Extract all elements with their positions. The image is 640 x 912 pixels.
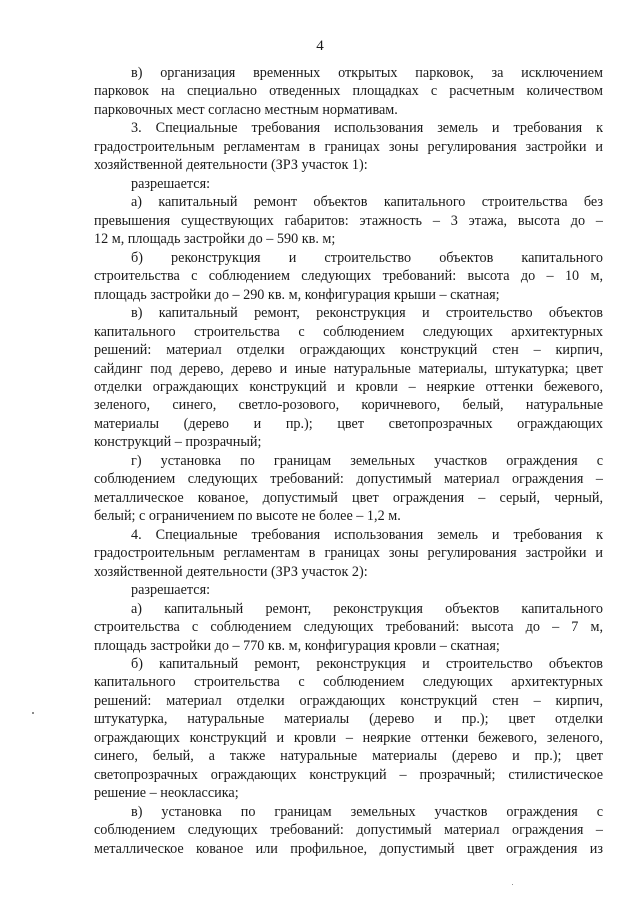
text-line: 12 м, площадь застройки до – 590 кв. м; xyxy=(94,231,336,248)
text-line: капитального строительства с соблюдением следующих архитектурных xyxy=(94,323,603,340)
text-line: разрешается: xyxy=(131,582,211,599)
text-line: решение – неоклассика; xyxy=(94,785,239,802)
text-line: белый; с ограничением по высоте не более – 1,2 м. xyxy=(94,508,401,525)
text-line: градостроительным регламентам в границах зоны регулирования застройки и xyxy=(94,138,603,155)
text-line: в) установка по границам земельных участков ограждения с xyxy=(131,803,603,820)
text-line: зеленого, синего, светло-розового, коричневого, белый, натуральные xyxy=(94,397,603,414)
text-line: хозяйственной деятельности (ЗРЗ участок 1): xyxy=(94,157,368,174)
text-line: б) реконструкция и строительство объектов капитального xyxy=(131,249,603,266)
document-body xyxy=(94,64,603,858)
text-line: а) капитальный ремонт, реконструкция объектов капитального xyxy=(131,600,603,617)
text-line: металлическое кованое, допустимый цвет ограждения – серый, черный, xyxy=(94,489,603,506)
text-line: строительства с соблюдением следующих требований: высота до – 10 м, xyxy=(94,268,603,285)
text-line: превышения существующих габаритов: этажность – 3 этажа, высота до – xyxy=(94,212,603,229)
text-line: а) капитальный ремонт объектов капитального строительства без xyxy=(131,194,603,211)
text-line: сайдинг под дерево, дерево и иные натуральные материалы, штукатурка; цвет xyxy=(94,360,603,377)
text-line: решений: материал отделки ограждающих конструкций стен – кирпич, xyxy=(94,342,603,359)
scan-speck xyxy=(512,884,513,885)
text-line: соблюдением следующих требований: допустимый материал ограждения – xyxy=(94,822,603,839)
text-line: б) капитальный ремонт, реконструкция и строительство объектов xyxy=(131,656,603,672)
text-line: хозяйственной деятельности (ЗРЗ участок 2): xyxy=(94,563,368,580)
text-line: ограждающих конструкций и кровли – неяркие оттенки бежевого, зеленого, xyxy=(94,729,603,746)
text-line: металлическое кованое или профильное, допустимый цвет ограждения из xyxy=(94,840,603,857)
text-line: решений: материал отделки ограждающих конструкций стен – кирпич, xyxy=(94,692,603,709)
text-line: площадь застройки до – 290 кв. м, конфигурация крыши – скатная; xyxy=(94,286,500,303)
page-number: 4 xyxy=(316,38,324,54)
text-line: градостроительным регламентам в границах зоны регулирования застройки и xyxy=(94,545,603,562)
text-line: 3. Специальные требования использования земель и требования к xyxy=(131,120,603,137)
text-line: капитального строительства с соблюдением следующих архитектурных xyxy=(94,674,603,691)
scan-speck xyxy=(32,712,34,714)
text-line: штукатурка, натуральные материалы (дерево и пр.); цвет отделки xyxy=(94,711,603,728)
text-line: синего, белый, а также натуральные материалы (дерево и пр.); цвет xyxy=(94,748,603,765)
text-line: конструкций – прозрачный; xyxy=(94,434,262,451)
text-line: отделки ограждающих конструкций и кровли – неяркие оттенки бежевого, xyxy=(94,378,603,395)
text-line: светопрозрачных ограждающих конструкций – прозрачный; стилистическое xyxy=(94,766,603,783)
text-line: строительства с соблюдением следующих требований: высота до – 7 м, xyxy=(94,619,603,636)
text-line: в) капитальный ремонт, реконструкция и строительство объектов xyxy=(131,305,603,322)
text-line: парковочных мест согласно местным нормативам. xyxy=(94,101,398,118)
text-line: в) организация временных открытых парковок, за исключением xyxy=(131,65,603,81)
text-line: 4. Специальные требования использования земель и требования к xyxy=(131,526,603,543)
text-line: разрешается: xyxy=(131,175,211,192)
text-line: г) установка по границам земельных участков ограждения с xyxy=(131,452,603,469)
text-line: парковок на специально отведенных площадках с расчетным количеством xyxy=(94,83,603,100)
text-line: соблюдением следующих требований: допустимый материал ограждения – xyxy=(94,471,603,488)
text-line: площадь застройки до – 770 кв. м, конфигурация кровли – скатная; xyxy=(94,637,500,654)
text-line: материалы (дерево и пр.); цвет светопрозрачных ограждающих xyxy=(94,415,603,432)
